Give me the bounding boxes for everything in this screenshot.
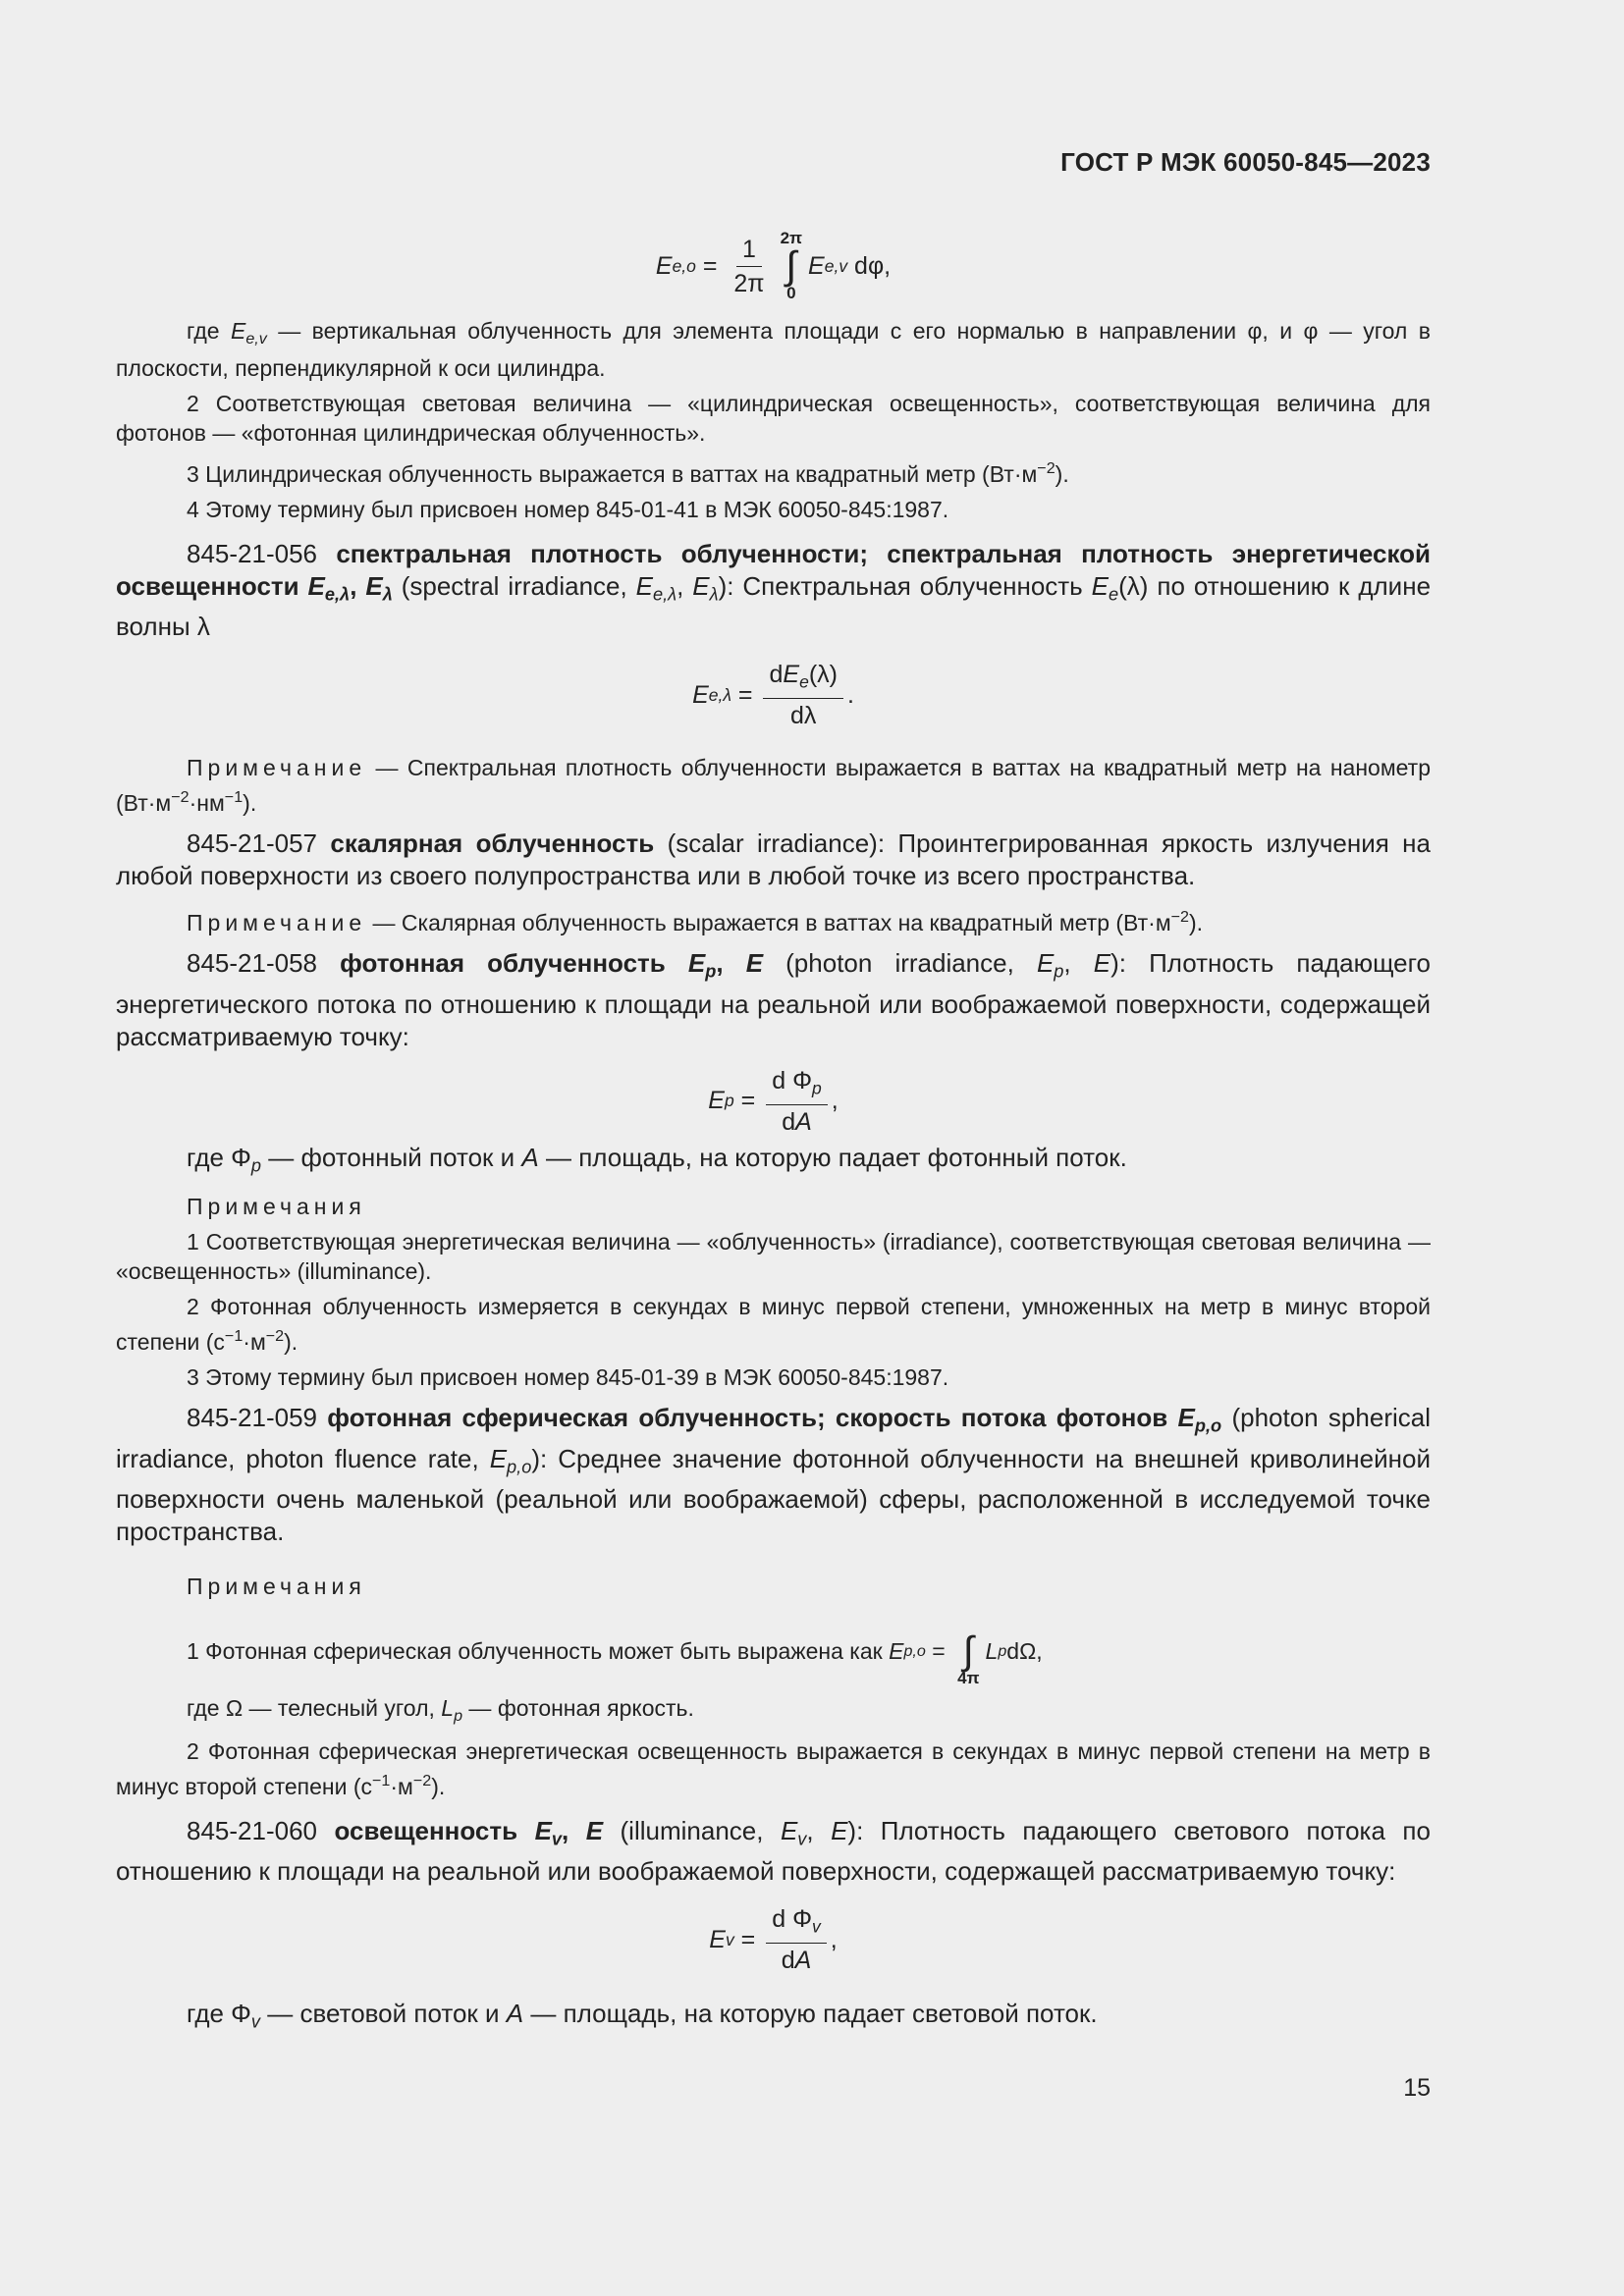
note-where-cylindrical: где $E_{e,v}$ — вертикальная облученность для элемента площади с его нормалью в направлении φ, и φ — угол в плоскости, перпендикулярной к оси цилиндра.	[116, 318, 1431, 381]
formula-lhs-sub: e,o	[672, 255, 696, 276]
notes-label-058: Примечания	[187, 1194, 366, 1220]
integral-lower-limit: 0	[786, 284, 796, 302]
integrand: E	[808, 251, 825, 280]
formula-tail: dφ,	[847, 251, 892, 280]
page-number: 15	[1403, 2074, 1431, 2102]
standard-header: ГОСТ Р МЭК 60050-845—2023	[1060, 147, 1431, 177]
formula-eq: =	[695, 251, 725, 280]
note-3: 3 Цилиндрическая облученность выражается в ваттах на квадратный метр $(Вт\cdot м^{-2})$.	[187, 458, 1069, 487]
formula-cylindrical	[116, 230, 1431, 302]
note-845-21-056: Примечание — Спектральная плотность облученности выражается в ваттах на квадратный метр на нанометр $(Вт\cdot м^{-2}\cdot нм^{-1})$.	[116, 755, 1431, 817]
note-845-21-057: Примечание — Скалярная облученность выражается в ваттах на квадратный метр $(Вт\cdot м^{-2})$.	[187, 908, 1204, 936]
note-2: 2 Соответствующая световая величина — «цилиндрическая освещенность», соответствующая величина для фотонов — «фотонная цилиндрическая облученность».	[116, 390, 1431, 446]
term-845-21-056: 845-21-056 спектральная плотность облученности; спектральная плотность энергетической освещенности $E_{e,\lambda}$, $E_\lambda$ (spectral irradiance, $E_{e,\lambda}$, $E_\lambda$): Спектральная облученность $E_e(\lambda)$ по отношению к длине волны λ	[116, 538, 1438, 642]
fraction-numerator: 1	[736, 236, 762, 267]
note-059-2: 2 Фотонная сферическая энергетическая освещенность выражается в секундах в минус первой степени на метр в минус второй степени $(с^{-1}\cdot м^{-2})$.	[116, 1737, 1431, 1799]
note-058-2: 2 Фотонная облученность измеряется в секундах в минус первой степени, умноженных на метр в минус второй степени $(с^{-1}\cdot м^{-2})$.	[116, 1294, 1431, 1356]
page-content	[116, 214, 1438, 2039]
note-4: 4 Этому термину был присвоен номер 845-01-41 в МЭК 60050-845:1987.	[187, 496, 949, 522]
integral-upper-limit: 2π	[780, 229, 803, 247]
fraction-denominator: 2π	[733, 269, 765, 297]
note-059-1: 1 Фотонная сферическая облученность может быть выражена как E p,o = ∫ 4π L p dΩ,	[116, 1615, 1431, 1687]
note-058-3: 3 Этому термину был присвоен номер 845-01-39 в МЭК 60050-845:1987.	[187, 1364, 949, 1391]
note-058-1: 1 Соответствующая энергетическая величина — «облученность» (irradiance), соответствующая световая величина — «освещенность» (illuminance).	[116, 1229, 1431, 1285]
formula-illuminance: E v = $\frac{d \Phi_v}{dA}$ ,	[709, 1905, 838, 1975]
term-845-21-060: 845-21-060 освещенность $E_v$, E (illuminance, $E_v$, E): Плотность падающего светового потока по отношению к площади на реальной или воображаемой поверхности, содержащей рассматриваемую точку:	[116, 1815, 1431, 1887]
where-845-21-058: где $\Phi_p$ — фотонный поток и A — площадь, на которую падает фотонный поток.	[187, 1142, 1127, 1176]
term-845-21-058: 845-21-058 фотонная облученность $E_p$, E (photon irradiance, $E_p$, E): Плотность падающего энергетического потока по отношению к площади на реальной или воображаемой поверхности, содержащей рассматриваемую точку:	[116, 948, 1432, 1051]
fraction	[728, 236, 770, 297]
integral-icon: 2π ∫ 0	[780, 229, 803, 302]
integral-icon: ∫ 4π	[957, 1629, 980, 1687]
notes-label-059: Примечания	[187, 1573, 366, 1599]
term-845-21-057: 845-21-057 скалярная облученность (scalar irradiance): Проинтегрированная яркость излучения на любой поверхности из своего полупространства или в любой точке из всего пространства.	[116, 828, 1431, 891]
integrand-sub: e,v	[824, 255, 848, 276]
fraction: $\frac{d \Phi_p}{dA}$	[766, 1067, 828, 1136]
formula-photon-irradiance: E p = $\frac{d \Phi_p}{dA}$ ,	[708, 1066, 839, 1136]
formula-lhs: E	[655, 251, 673, 280]
where-059: где Ω — телесный угол, $L_p$ — фотонная яркость.	[187, 1694, 694, 1725]
where-845-21-060: где $\Phi_v$ — световой поток и A — площадь, на которую падает световой поток.	[187, 1999, 1098, 2032]
fraction: $\frac{d \Phi_v}{dA}$	[766, 1905, 827, 1974]
fraction: $\frac{dE_e(\lambda)}{d\lambda}$	[763, 661, 842, 729]
term-845-21-059: 845-21-059 фотонная сферическая облученность; скорость потока фотонов $E_{p,o}$ (photon spherical irradiance, photon fluence rate, $E_{p,o}$): Среднее значение фотонной облученности на внешней криволинейной поверхности очень маленькой (реальной или воображаемой) сферы, расположенной в исследуемой точке пространства.	[116, 1403, 1438, 1546]
formula-spectral: E e,λ = $\frac{dE_e(\lambda)}{d\lambda}$ .	[692, 661, 854, 730]
